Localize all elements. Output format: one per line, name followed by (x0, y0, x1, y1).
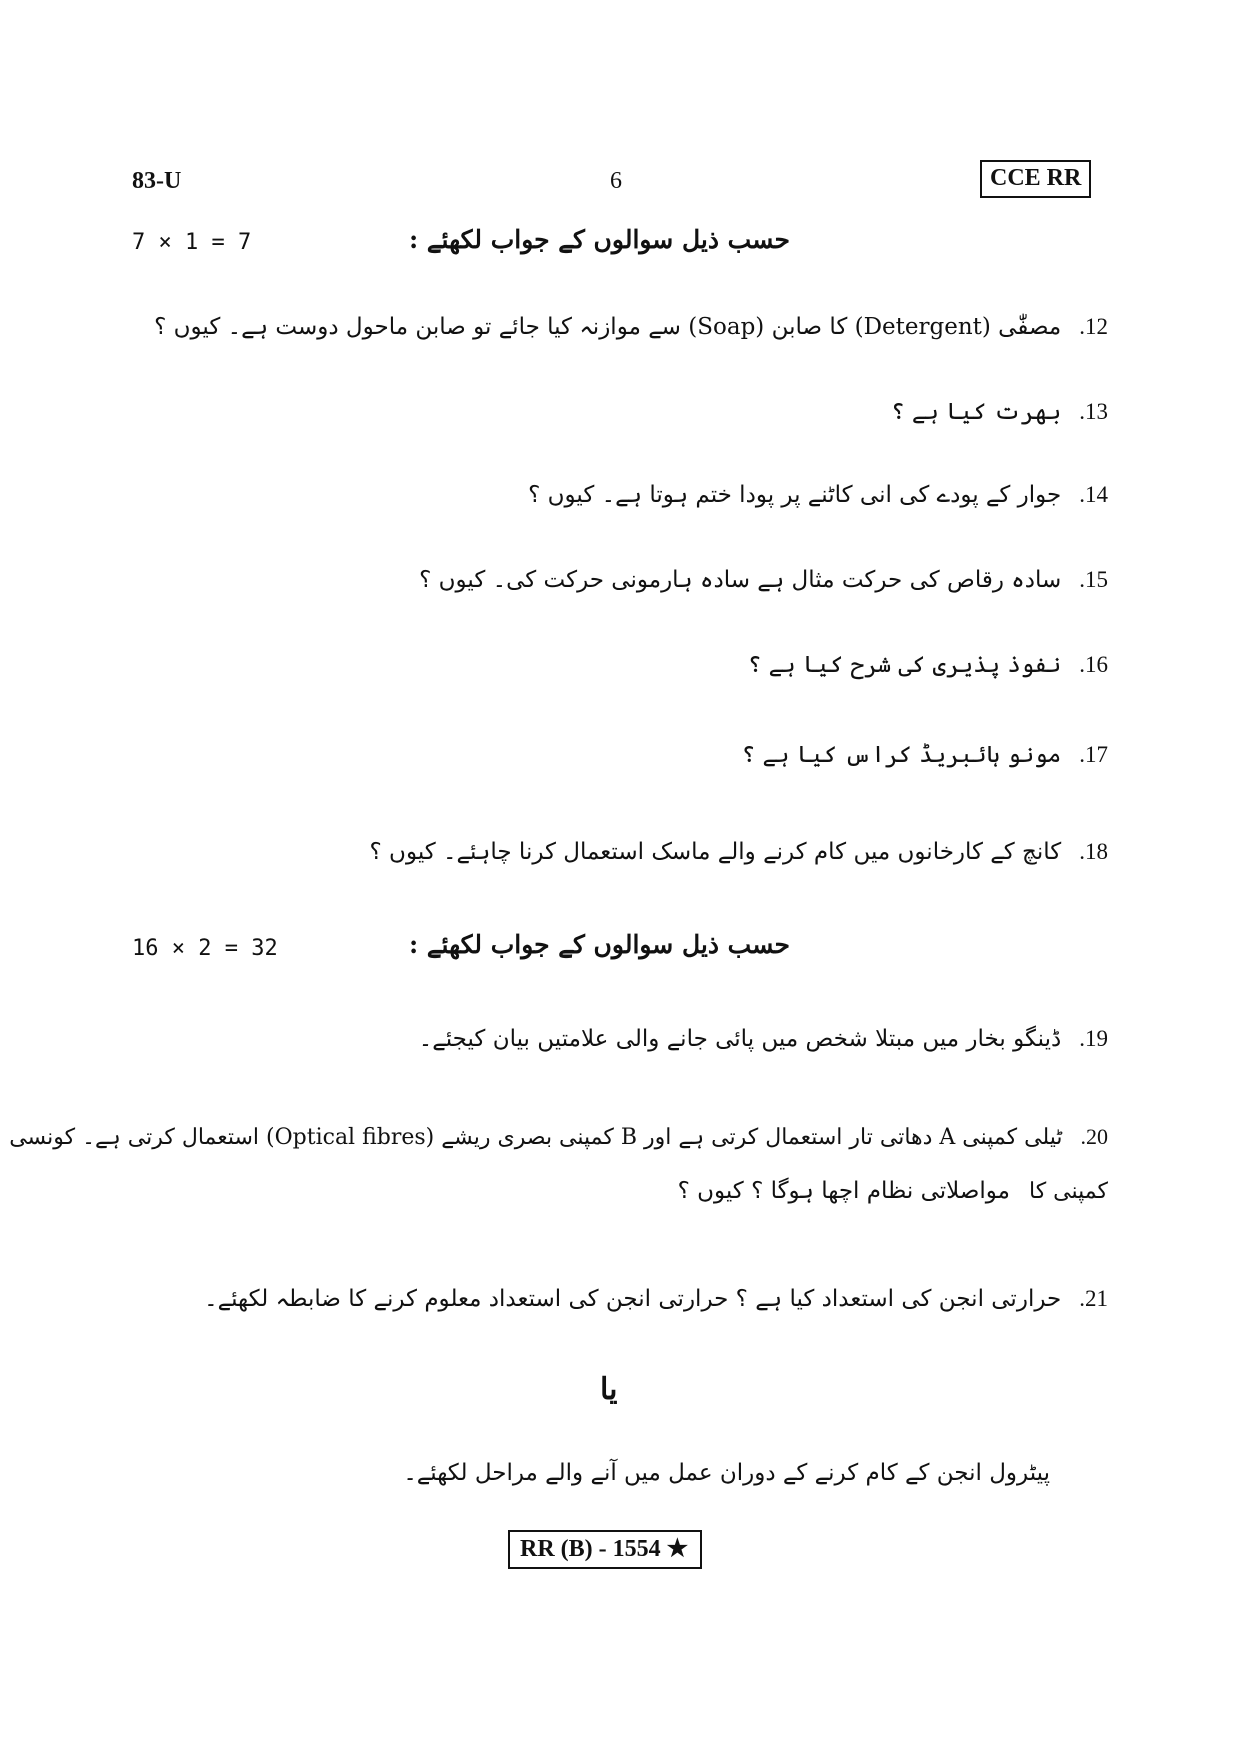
question-number: 15. (1079, 567, 1108, 592)
question-text: بھرت کیا ہے ؟ (891, 399, 1062, 425)
question-15 (108, 553, 1108, 607)
question-text: ڈینگو بخار میں مبتلا شخص میں پائی جانے والی علامتیں بیان کیجئے۔ (418, 1026, 1062, 1052)
section2-marks: 16 × 2 = 32 (132, 936, 278, 961)
question-text: ٹیلی کمپنی A دھاتی تار استعمال کرتی ہے اور B کمپنی بصری ریشے (Optical fibres) استعمال کرتی ہے۔ کونسی کمپنی کا (9, 1125, 1108, 1204)
question-text: جوار کے پودے کی انی کاٹنے پر پودا ختم ہوتا ہے۔ کیوں ؟ (528, 482, 1062, 508)
question-18 (108, 825, 1108, 879)
question-number: 16. (1079, 652, 1108, 677)
question-number: 19. (1079, 1026, 1108, 1051)
page-number: 6 (610, 168, 622, 194)
question-text: سادہ رقاص کی حرکت مثال ہے سادہ ہارمونی حرکت کی۔ کیوں ؟ (419, 567, 1062, 593)
question-12 (108, 300, 1108, 354)
series-badge: CCE RR (980, 160, 1091, 198)
or-label: یا (600, 1372, 618, 1407)
footer-code: RR (B) - 1554 ★ (508, 1530, 702, 1569)
question-text: حرارتی انجن کی استعداد کیا ہے ؟ حرارتی انجن کی استعداد معلوم کرنے کا ضابطہ لکھئے۔ (204, 1286, 1062, 1312)
section2-instruction: حسب ذیل سوالوں کے جواب لکھئے : (408, 930, 790, 959)
question-19 (108, 1012, 1108, 1066)
question-number: 12. (1079, 314, 1108, 339)
question-text: مصفّٰی (Detergent) کا صابن (Soap) سے موازنہ کیا جائے تو صابن ماحول دوست ہے۔ کیوں ؟ (154, 314, 1062, 340)
question-16 (108, 638, 1108, 692)
question-14 (108, 468, 1108, 522)
question-text: کانچ کے کارخانوں میں کام کرنے والے ماسک استعمال کرنا چاہئے۔ کیوں ؟ (369, 839, 1062, 865)
question-number: 14. (1079, 482, 1108, 507)
question-20-line2: مواصلاتی نظام اچھا ہوگا ؟ کیوں ؟ (677, 1178, 1010, 1204)
question-number: 18. (1079, 839, 1108, 864)
paper-code: 83-U (132, 168, 182, 194)
question-number: 13. (1079, 399, 1108, 424)
section1-marks: 7 × 1 = 7 (132, 230, 252, 255)
question-number: 20. (1080, 1124, 1108, 1149)
question-text: مونو ہائبریڈ کراس کیا ہے ؟ (741, 742, 1062, 768)
question-21 (108, 1272, 1108, 1326)
alternative-question: پیٹرول انجن کے کام کرنے کے دوران عمل میں آنے والے مراحل لکھئے۔ (403, 1460, 1050, 1486)
section1-instruction: حسب ذیل سوالوں کے جواب لکھئے : (408, 225, 790, 254)
question-number: 21. (1079, 1286, 1108, 1311)
question-17 (108, 728, 1108, 782)
question-13 (108, 385, 1108, 439)
question-text: نفوذ پذیری کی شرح کیا ہے ؟ (747, 652, 1062, 678)
question-number: 17. (1079, 742, 1108, 767)
